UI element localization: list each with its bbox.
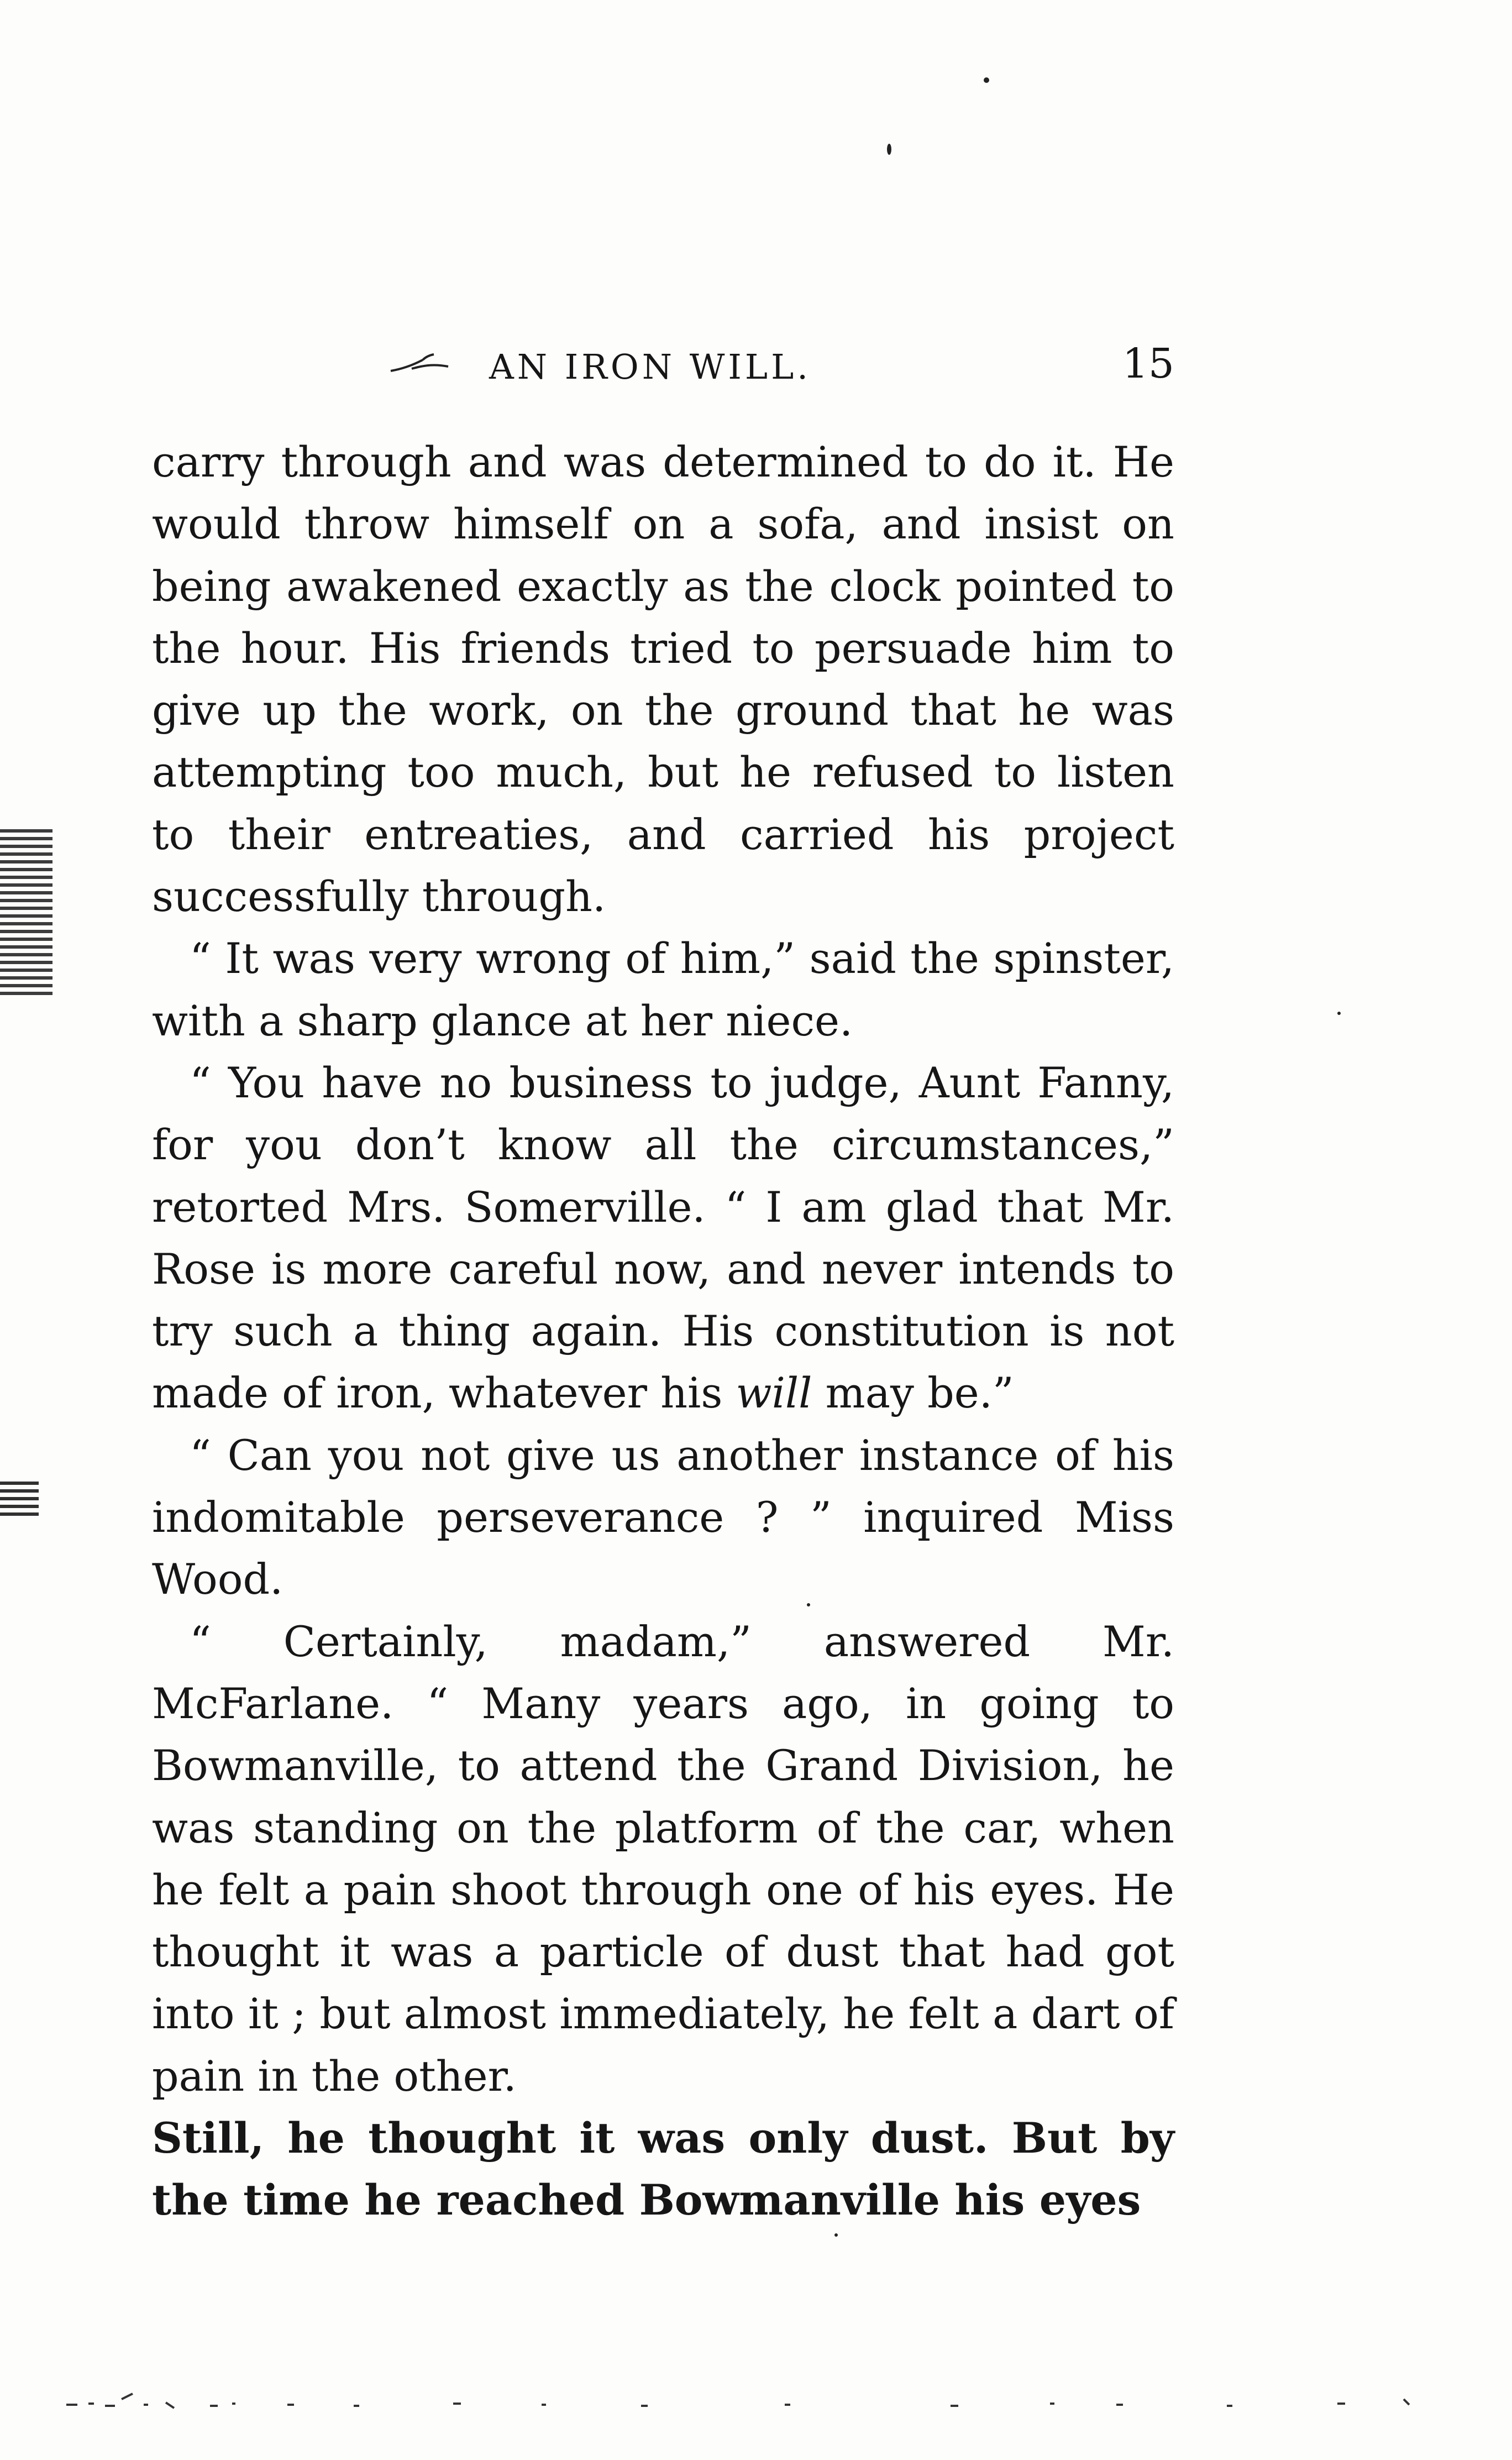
- scan-speck: [887, 144, 891, 155]
- scan-margin-noise: [0, 1482, 39, 1520]
- page-number: 15: [1122, 340, 1174, 388]
- body-text: [152, 431, 1174, 2232]
- paragraph-text: may be.”: [812, 1368, 1014, 1418]
- paragraph: “ Can you not give us another instance of his indomitable perseverance ? ” inquired Miss Wood.: [152, 1430, 1174, 1604]
- paragraph: Still, he thought it was only dust. But by the time he reached Bowmanville his eyes: [152, 2113, 1174, 2225]
- scan-margin-noise: [0, 829, 53, 995]
- paragraph: “ Certainly, madam,” answered Mr. McFarlane. “ Many years ago, in going to Bowmanville, to attend the Grand Division, he was standing on the platform of the car, when he felt a pain shoot through one of his eyes. He thought it was a particle of dust that had got into it ; but almost immediately, he felt a dart of pain in the other.: [152, 1616, 1174, 2101]
- paragraph: “ It was very wrong of him,” said the spinster, with a sharp glance at her niece.: [152, 934, 1174, 1045]
- flourish-icon: [390, 352, 450, 374]
- running-head: [152, 340, 1174, 390]
- scan-speck: [1337, 1012, 1341, 1015]
- paragraph: [152, 1052, 1174, 1425]
- running-title: AN IRON WILL.: [489, 347, 811, 387]
- scan-speck: [984, 77, 989, 83]
- paragraph: carry through and was determined to do it. He would throw himself on a sofa, and insist on being awakened exactly as the clock pointed to the hour. His friends tried to persuade him to give up the work, on the ground that he was attempting too much, but he refused to listen to their entreaties, and carried his project successfully through.: [152, 437, 1174, 922]
- paragraph-text: “ You have no business to judge, Aunt Fanny, for you don’t know all the circumstances,” retorted Mrs. Somerville. “ I am glad that Mr. Rose is more careful now, and never intends to try such a thing again. His constitution is not made of iron, whatever his: [152, 1058, 1174, 1418]
- scan-bottom-noise: [66, 2377, 1448, 2416]
- scan-speck: [834, 2233, 838, 2237]
- emphasis-word: will: [736, 1368, 812, 1418]
